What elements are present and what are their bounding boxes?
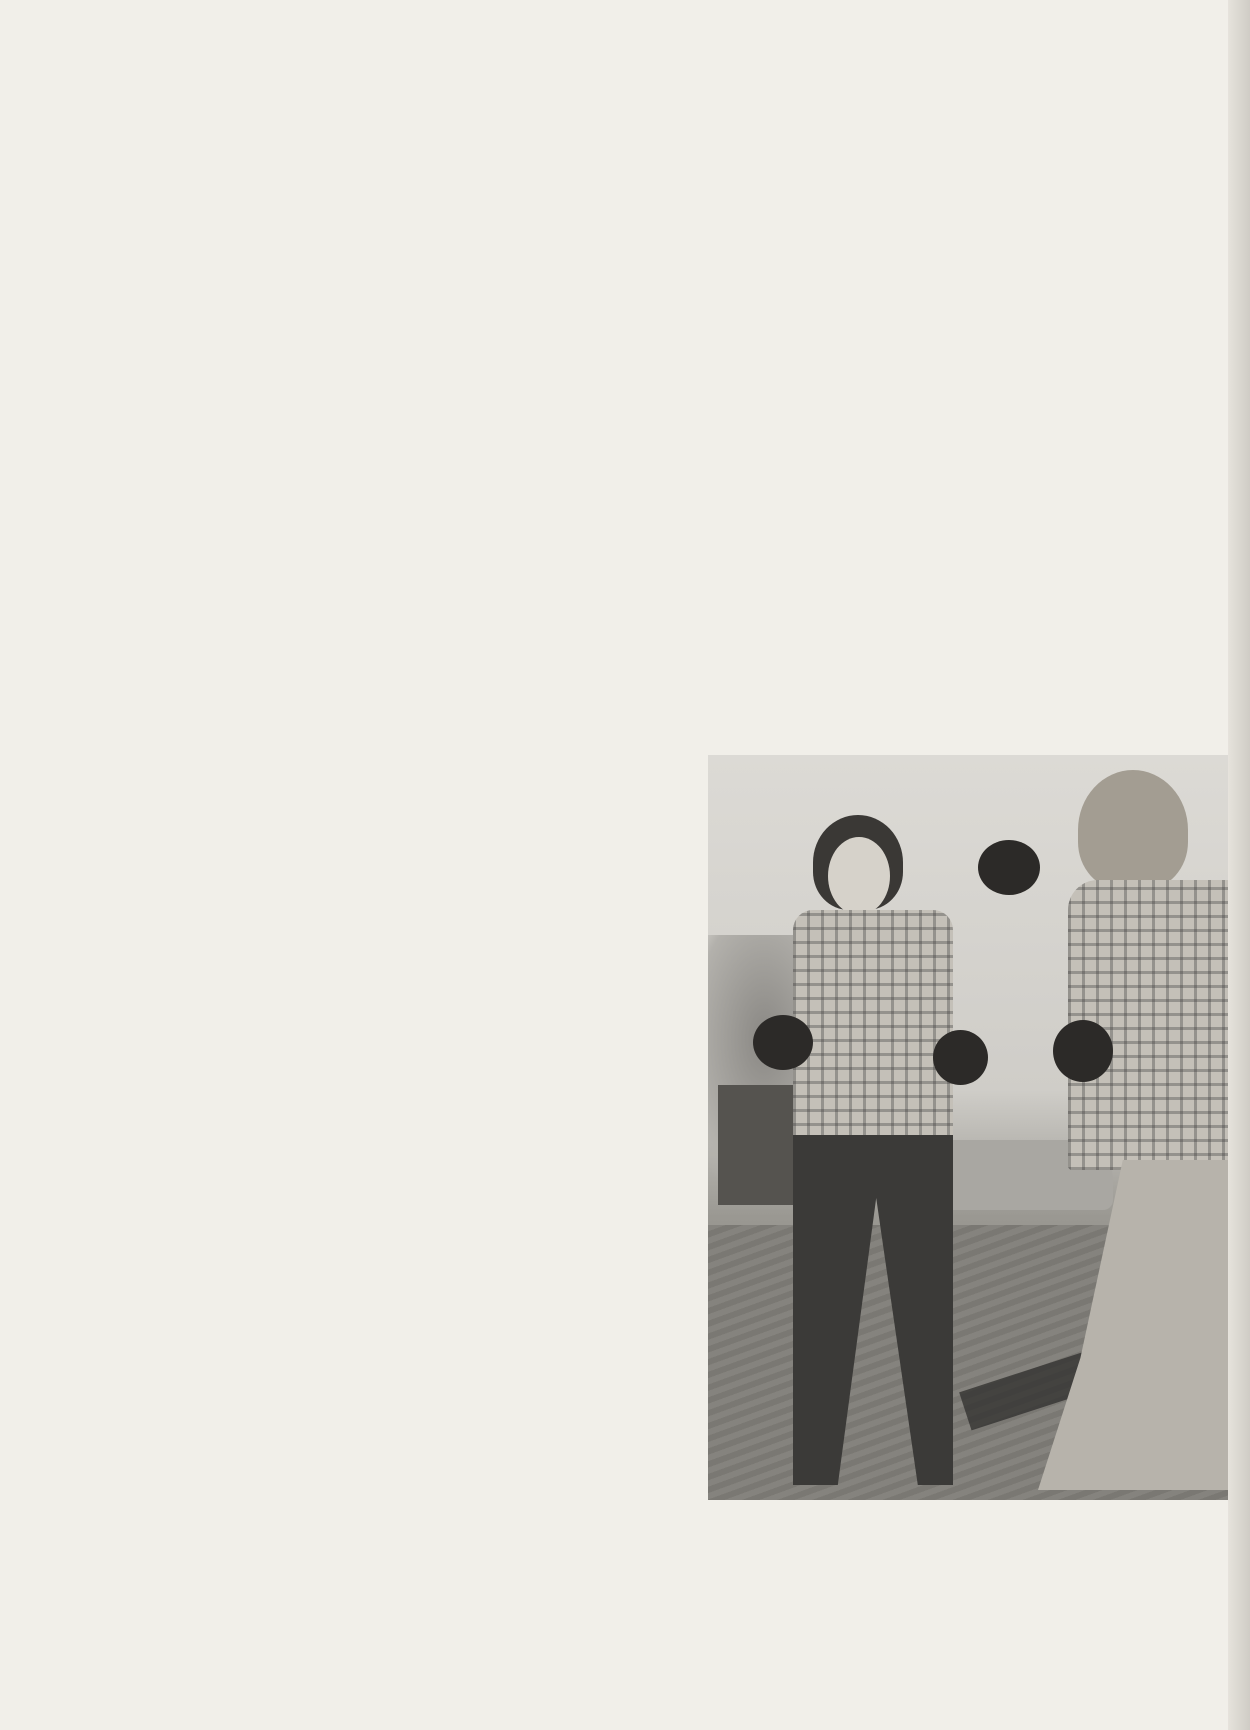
boxer-right: [978, 770, 1250, 1490]
boxing-photo: [708, 755, 1250, 1500]
boxer-shirt: [793, 910, 953, 1140]
name-list: [181, 66, 331, 88]
boxer-glove: [978, 840, 1040, 895]
page-edge: [1228, 0, 1250, 1730]
boxer-glove: [1053, 1020, 1113, 1082]
boxer-jeans: [1038, 1160, 1250, 1490]
boxer-jeans: [793, 1135, 953, 1485]
boxer-hair: [1078, 770, 1188, 890]
boxer-head: [828, 837, 890, 915]
boxer-glove: [753, 1015, 813, 1070]
